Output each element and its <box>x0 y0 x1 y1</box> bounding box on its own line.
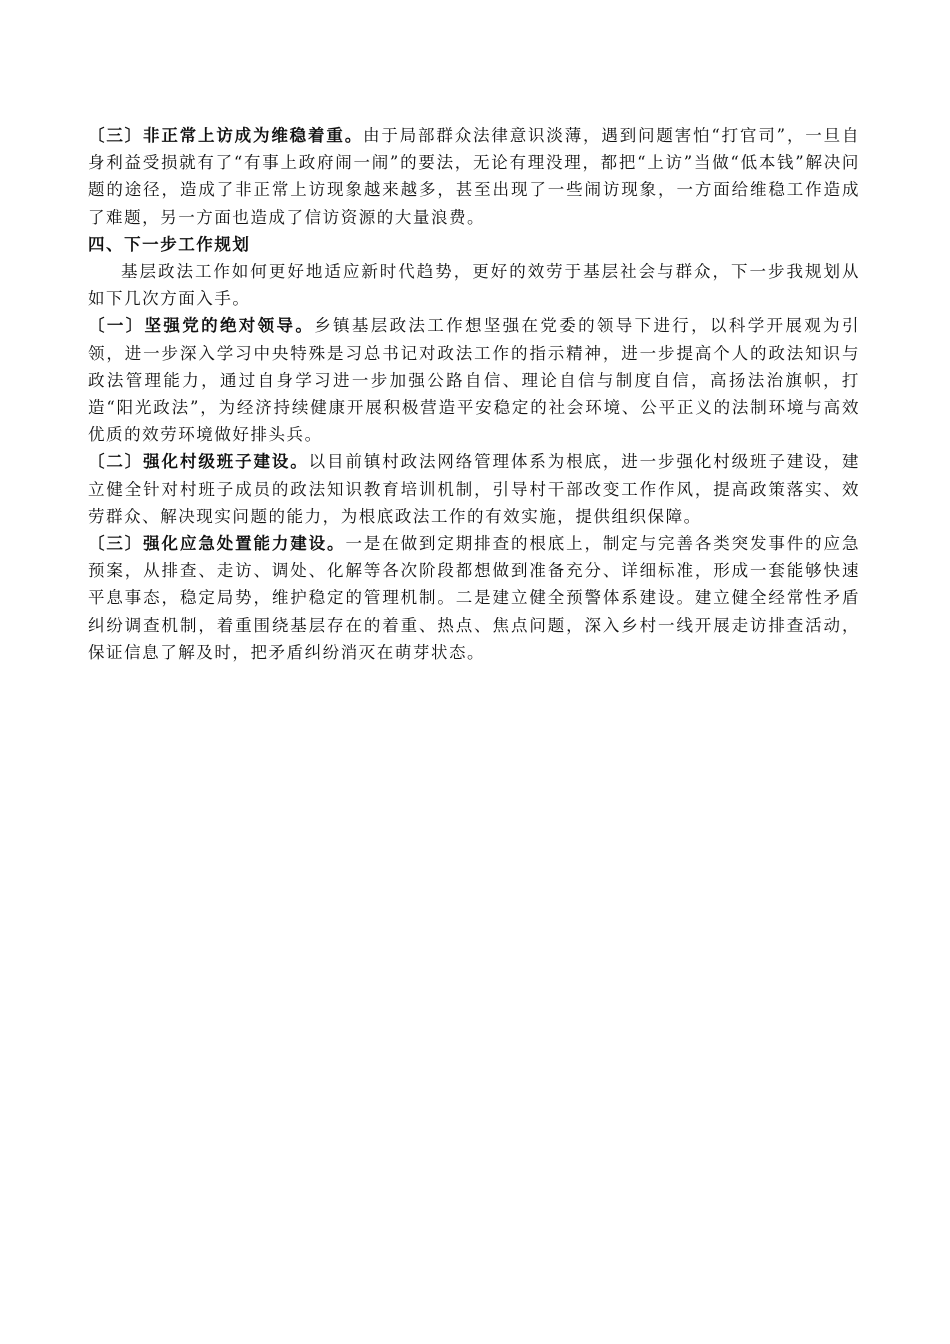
paragraph-village-team <box>88 448 860 530</box>
paragraph-text: 由于局部群众法律意识淡薄，遇到问题害怕“打官司”，一旦自身利益受损就有了“有事上政府闹一闹”的要法，无论有理没理，都把“上访”当做“低本钱”解决问题的途径，造成了非正常上访现象越来越多，甚至出现了一些闹访现象，一方面给维稳工作造成了难题，另一方面也造成了信访资源的大量浪费。 <box>88 126 860 227</box>
paragraph-text: 乡镇基层政法工作想坚强在党委的领导下进行，以科学开展观为引领，进一步深入学习中央特殊是习总书记对政法工作的指示精神，进一步提高个人的政法知识与政法管理能力，通过自身学习进一步加强公路自信、理论自信与制度自信，高扬法治旗帜，打造“阳光政法”，为经济持续健康开展积极营造平安稳定的社会环境、公平正义的法制环境与高效优质的效劳环境做好排头兵。 <box>88 316 860 445</box>
paragraph-lead: 〔二〕强化村级班子建设。 <box>88 452 309 472</box>
paragraph-lead: 〔三〕非正常上访成为维稳着重。 <box>88 126 364 145</box>
paragraph-unusual-petitions <box>88 122 860 231</box>
paragraph-party-leadership <box>88 312 860 448</box>
paragraph-text: 一是在做到定期排查的根底上，制定与完善各类突发事件的应急预案，从排查、走访、调处、化解等各次阶段都想做到准备充分、详细标准，形成一套能够快速平息事态，稳定局势，维护稳定的管理机制。二是建立健全预警体系建设。建立健全经常性矛盾纠纷调查机制，着重围绕基层存在的着重、热点、焦点问题，深入乡村一线开展走访排查活动，保证信息了解及时，把矛盾纠纷消灭在萌芽状态。 <box>88 534 861 662</box>
document-body <box>88 122 860 666</box>
paragraph-lead: 〔一〕坚强党的绝对领导。 <box>88 316 315 336</box>
paragraph-lead: 〔三〕强化应急处置能力建设。 <box>88 534 346 554</box>
paragraph-text: 以目前镇村政法网络管理体系为根底，进一步强化村级班子建设，建立健全针对村班子成员的政法知识教育培训机制，引导村干部改变工作作风，提高政策落实、效劳群众、解决现实问题的能力，为根底政法工作的有效实施，提供组织保障。 <box>88 452 860 526</box>
section-heading: 四、下一步工作规划 <box>88 234 251 254</box>
section-intro: 基层政法工作如何更好地适应新时代趋势，更好的效劳于基层社会与群众，下一步我规划从如下几次方面入手。 <box>88 262 860 309</box>
paragraph-emergency-response <box>88 530 860 666</box>
